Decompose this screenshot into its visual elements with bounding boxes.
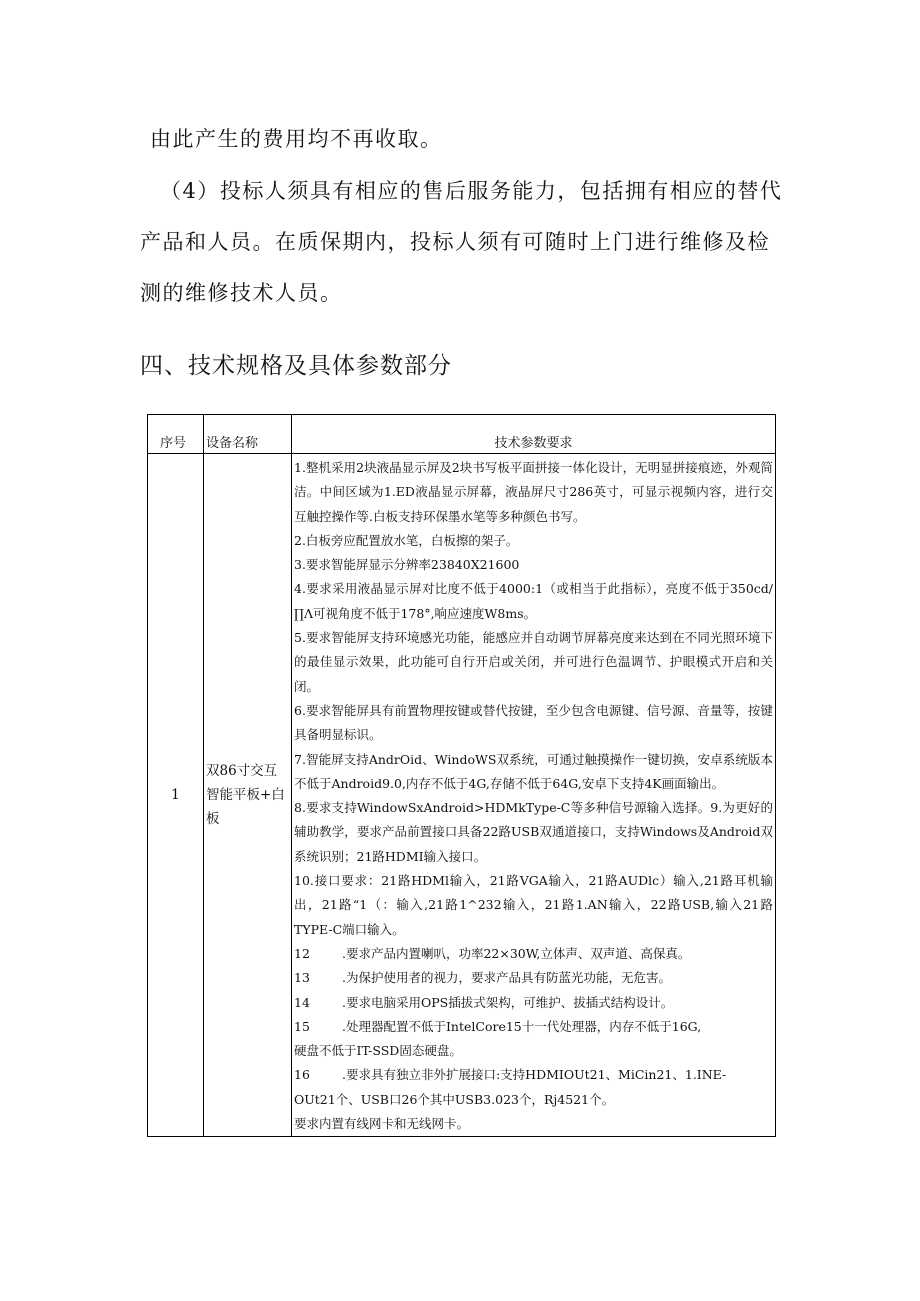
section-heading: 四、技术规格及具体参数部分 <box>140 353 452 379</box>
table-row <box>148 454 776 1137</box>
numbered-requirement <box>294 1063 773 1087</box>
item-text: .要求具有独立非外扩展接口:支持HDMIOUt21、MiCin21、1.INE- <box>342 1067 727 1083</box>
item-number: 14 <box>294 994 310 1010</box>
item-text: .要求产品内置喇叭，功率22×30W,立体声、双声道、高保真。 <box>342 945 691 961</box>
cell-seq: 1 <box>148 454 204 1137</box>
requirement-item: 10.接口要求：21路HDMl输入，21路VGA输入，21路AUDlc）输入,21路耳机输出，21路“1（：输入,21路1^232输入，21路1.AN输入，22路USB,输入21路TYPE-C端口输入。 <box>294 873 773 937</box>
numbered-requirement <box>294 942 773 966</box>
item-number: 16 <box>294 1067 310 1083</box>
requirement-item: 要求内置有线网卡和无线网卡。 <box>294 1116 470 1132</box>
requirement-item: 8.要求支持WindowSxAndroid>HDMkType-C等多种信号源输入选择。9.为更好的辅助教学，要求产品前置接口具备22路USB双通道接口，支持Windows及Android双系统识别；21路HDMI输入接口。 <box>294 800 773 864</box>
header-seq: 序号 <box>148 415 204 454</box>
requirement-item: 4.要求采用液晶显示屏对比度不低于4000:1（或相当于此指标），亮度不低于350cd/∏Λ可视角度不低于178°,响应速度W8ms。 <box>294 581 773 621</box>
requirement-item: 7.智能屏支持AndrOid、WindoWS双系统，可通过触摸操作一键切换，安卓系统版本不低于Android9.0,内存不低于4G,存储不低于64G,安卓下支持4K画面输出。 <box>294 751 773 791</box>
item-text: .处理器配置不低于IntelCore15十一代处理器，内存不低于16G, <box>342 1018 702 1034</box>
requirement-item: 5.要求智能屏支持环境感光功能，能感应并自动调节屏幕亮度来达到在不同光照环境下的最佳显示效果，此功能可自行开启或关闭，并可进行色温调节、护眼模式开启和关闭。 <box>294 630 773 694</box>
item-number: 12 <box>294 945 310 961</box>
requirement-continuation: OUt21个、USB口26个其中USB3.023个，Rj4521个。 <box>294 1091 615 1107</box>
numbered-requirement <box>294 966 773 990</box>
header-requirements: 技术参数要求 <box>292 415 776 454</box>
paragraph-fee: 由此产生的费用均不再收取。 <box>150 127 443 151</box>
table-header-row <box>148 415 776 454</box>
numbered-requirement <box>294 1015 773 1039</box>
item-number: 15 <box>294 1018 310 1034</box>
requirement-item: 1.整机采用2块液晶显示屏及2块书写板平面拼接一体化设计，无明显拼接痕迹，外观简洁。中间区域为1.ED液晶显示屏幕，液晶屏尺寸286英寸，可显示视频内容，进行交互触控操作等.白板支持环保墨水笔等多种颜色书写。 <box>294 460 773 524</box>
paragraph-after-sales: （4）投标人须具有相应的售后服务能力，包括拥有相应的替代产品和人员。在质保期内，投标人须有可随时上门进行维修及检测的维修技术人员。 <box>140 179 783 305</box>
spec-table <box>147 414 776 1137</box>
requirement-item: 6.要求智能屏具有前置物理按键或替代按键，至少包含电源键、信号源、音量等，按键具备明显标识。 <box>294 702 773 743</box>
requirement-item: 3.要求智能屏显示分辨率23840X21600 <box>294 557 520 573</box>
cell-requirements <box>292 454 776 1137</box>
item-text: .要求电脑采用OPS插拔式架构，可维护、拔插式结构设计。 <box>342 994 674 1010</box>
item-text: .为保护使用者的视力，要求产品具有防蓝光功能，无危害。 <box>342 970 671 986</box>
requirement-item: 2.白板旁应配置放水笔，白板擦的架子。 <box>294 532 519 548</box>
item-number: 13 <box>294 970 310 986</box>
header-device-name: 设备名称 <box>204 415 292 454</box>
requirement-continuation: 硬盘不低于IT-SSD固态硬盘。 <box>294 1043 462 1059</box>
cell-device-name: 双86寸交互智能平板+白板 <box>204 454 292 1137</box>
numbered-requirement <box>294 991 773 1015</box>
